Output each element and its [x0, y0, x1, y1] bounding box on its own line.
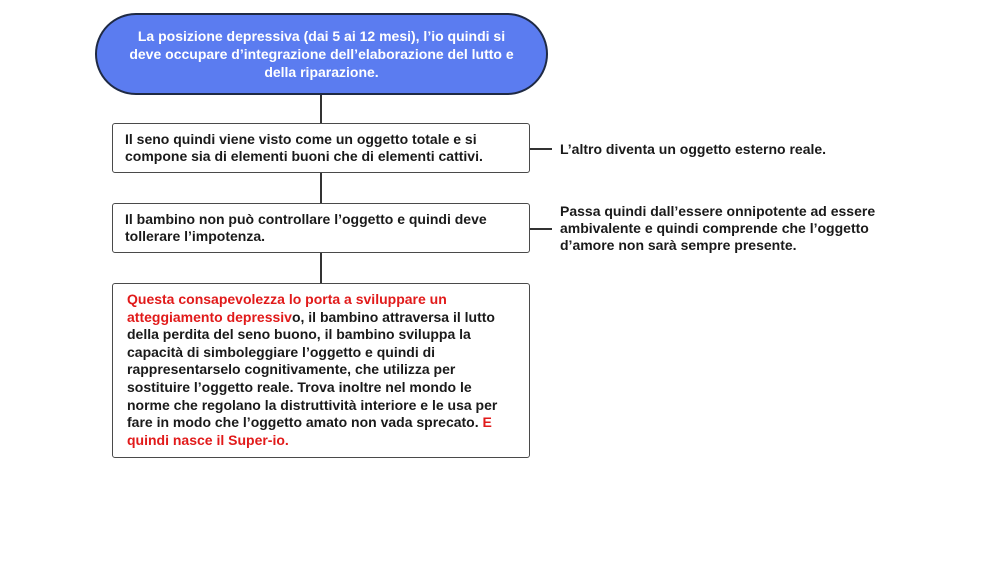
connector-seno-to-bambino	[320, 173, 322, 203]
connector-seno-to-note	[530, 148, 552, 150]
node-seno-text: Il seno quindi viene visto come un oggetto totale e si compone sia di elementi buoni che di elementi cattivi.	[125, 131, 483, 164]
side-note-passa-ambivalente	[560, 203, 920, 254]
side-note-passa-text: Passa quindi dall’essere onnipotente ad essere ambivalente e quindi comprende che l’oggetto d’amore non sarà sempre presente.	[560, 203, 876, 253]
node-bambino-text: Il bambino non può controllare l’oggetto e quindi deve tollerare l’impotenza.	[125, 211, 487, 244]
connector-bambino-to-note	[530, 228, 552, 230]
top-node-posizione-depressiva	[95, 13, 548, 95]
connector-bambino-to-consapevolezza	[320, 253, 322, 283]
node-consapevolezza-body: o, il bambino attraversa il lutto della perdita del seno buono, il bambino sviluppa la capacità di simboleggiare l’oggetto e quindi di rappresentarselo cognitivamente, che utilizza per sostituire l’oggetto reale. Trova inoltre nel mondo le norme che regolano la distruttività interiore e le usa per fare in modo che l’oggetto amato non vada sprecato.	[127, 308, 498, 431]
top-node-text: La posizione depressiva (dai 5 ai 12 mesi), l’io quindi si deve occupare d’integrazione dell’elaborazione del lutto e della riparazione.	[129, 28, 514, 80]
node-consapevolezza-highlight-end: E quindi nasce il Super-io.	[127, 414, 492, 448]
side-note-altro-oggetto-esterno	[560, 141, 980, 158]
node-consapevolezza-super-io	[112, 283, 530, 458]
node-seno-oggetto-totale	[112, 123, 530, 173]
node-consapevolezza-highlight-start: Questa consapevolezza lo porta a sviluppare un atteggiamento depressiv	[127, 291, 447, 325]
connector-top-to-seno	[320, 95, 322, 123]
side-note-altro-text: L’altro diventa un oggetto esterno reale.	[560, 141, 827, 157]
node-bambino-impotenza	[112, 203, 530, 253]
